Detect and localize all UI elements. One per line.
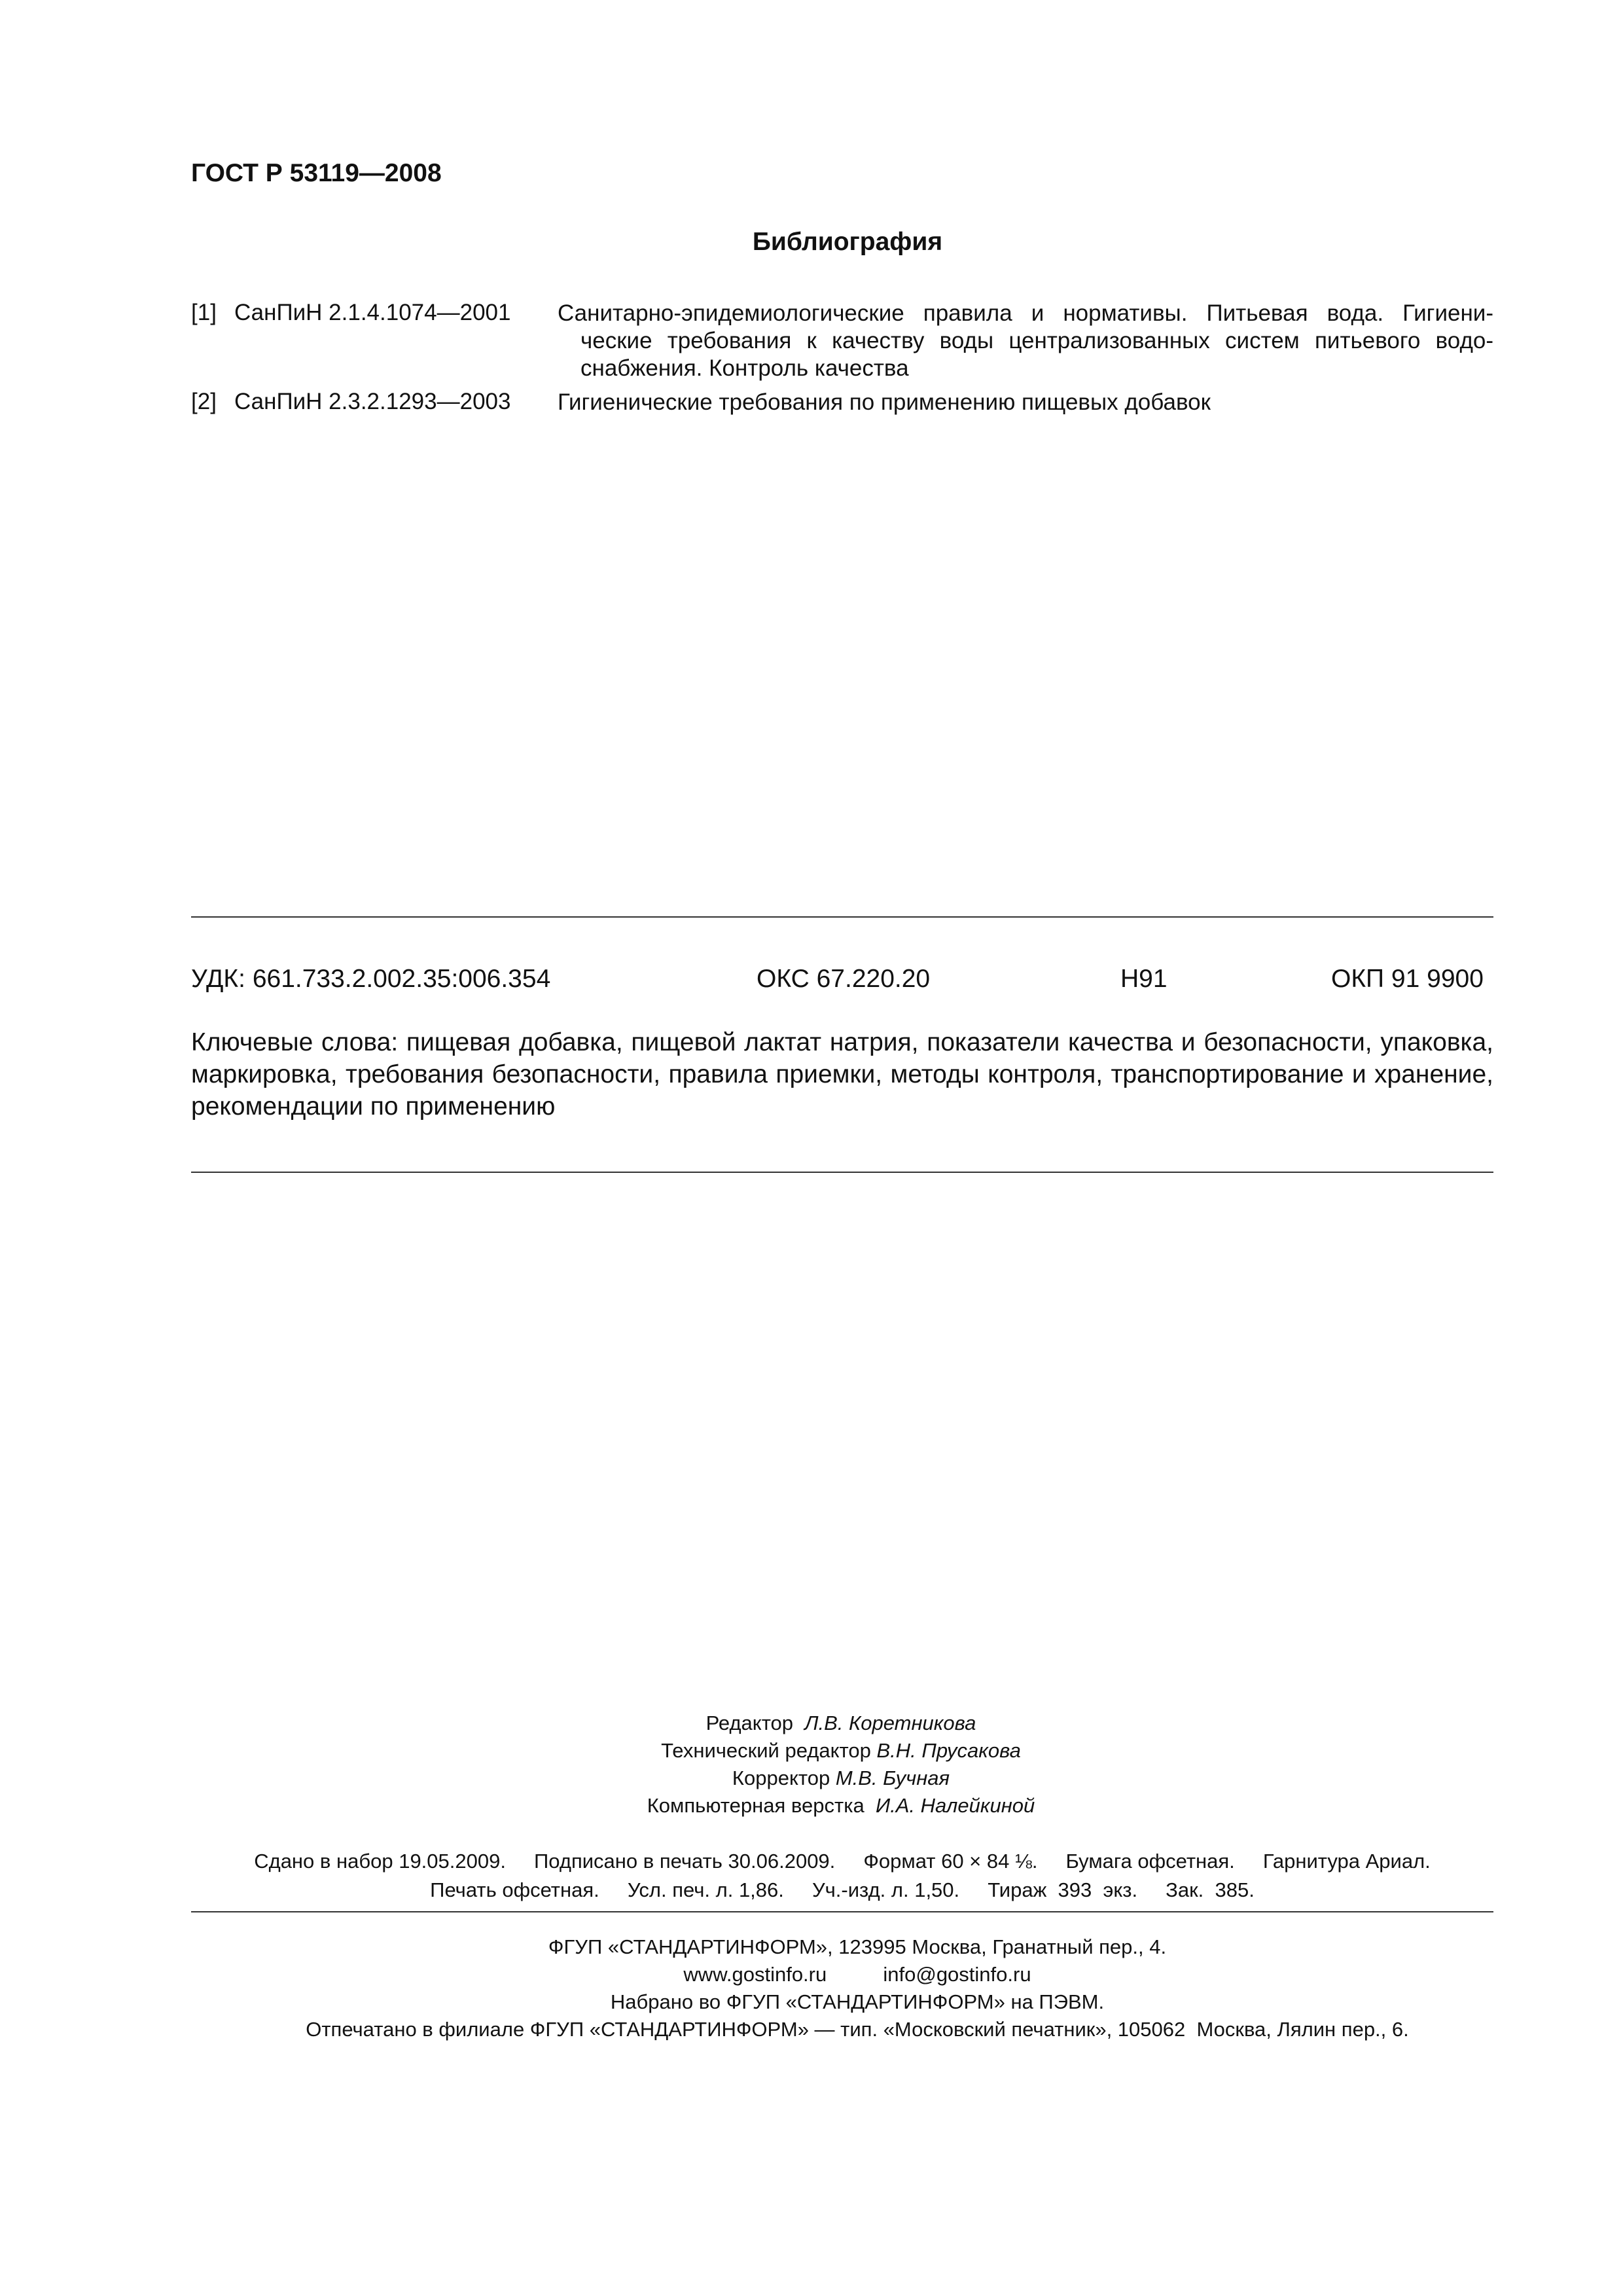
credit-tech-editor bbox=[0, 1737, 1623, 1765]
section-title: Библиография bbox=[752, 228, 943, 256]
credit-corrector bbox=[0, 1765, 1623, 1792]
separator-line bbox=[191, 916, 1493, 918]
separator-line bbox=[191, 1172, 1493, 1173]
group-code: Н91 bbox=[1120, 965, 1168, 993]
reference-code: СанПиН 2.1.4.1074—2001 bbox=[234, 300, 511, 325]
credit-role: Редактор bbox=[705, 1712, 794, 1734]
document-code: ГОСТ Р 53119—2008 bbox=[191, 159, 442, 187]
reference-description bbox=[558, 389, 1493, 416]
typeset-note: Набрано во ФГУП «СТАНДАРТИНФОРМ» на ПЭВМ. bbox=[610, 1990, 1105, 2013]
reference-number: [2] bbox=[191, 389, 217, 414]
udk-code: УДК: 661.733.2.002.35:006.354 bbox=[191, 965, 551, 993]
reference-line: снабжения. Контроль качества bbox=[580, 355, 909, 381]
reference-line: Санитарно-эпидемиологические правила и нормативы. Питьевая вода. Гигиени- bbox=[558, 300, 1493, 326]
printing-note: Отпечатано в филиале ФГУП «СТАНДАРТИНФОРМ» — тип. «Московский печатник», 105062 Москва, Лялин пер., 6. bbox=[306, 2018, 1409, 2041]
credit-name: И.А. Налейкиной bbox=[875, 1794, 1035, 1817]
credits bbox=[0, 1710, 1623, 1820]
publisher-address: ФГУП «СТАНДАРТИНФОРМ», 123995 Москва, Гранатный пер., 4. bbox=[548, 1935, 1167, 1958]
oks-code: ОКС 67.220.20 bbox=[757, 965, 931, 993]
print-info-line: Сдано в набор 19.05.2009. Подписано в печать 30.06.2009. Формат 60 × 84 ⅛. Бумага офсетная. Гарнитура Ариал. bbox=[254, 1850, 1431, 1873]
publisher-footer bbox=[0, 1933, 1623, 2043]
keywords: Ключевые слова: пищевая добавка, пищевой лактат натрия, показатели качества и безопасности, упаковка, маркировка, требования безопасности, правила приемки, методы контроля, транспортирование и хранение, рекомендации по применению bbox=[191, 1028, 1493, 1121]
reference-code: СанПиН 2.3.2.1293—2003 bbox=[234, 389, 511, 414]
credit-role: Компьютерная верстка bbox=[647, 1794, 865, 1817]
credit-layout bbox=[0, 1792, 1623, 1820]
reference-description bbox=[558, 300, 1493, 382]
print-info-line: Печать офсетная. Усл. печ. л. 1,86. Уч.-изд. л. 1,50. Тираж 393 экз. Зак. 385. bbox=[430, 1878, 1255, 1901]
okp-code: ОКП 91 9900 bbox=[1331, 965, 1484, 993]
reference-number: [1] bbox=[191, 300, 217, 325]
credit-name: М.В. Бучная bbox=[835, 1767, 950, 1789]
credit-editor bbox=[0, 1710, 1623, 1737]
reference-line: ческие требования к качеству воды централизованных систем питьевого водо- bbox=[580, 328, 1493, 353]
credit-name: Л.В. Коретникова bbox=[804, 1712, 976, 1734]
credit-role: Корректор bbox=[732, 1767, 830, 1789]
reference-line: Гигиенические требования по применению пищевых добавок bbox=[558, 389, 1211, 415]
publisher-contacts: www.gostinfo.ru info@gostinfo.ru bbox=[683, 1963, 1031, 1986]
separator-line bbox=[191, 1911, 1493, 1912]
credit-role: Технический редактор bbox=[661, 1739, 871, 1762]
credit-name: В.Н. Прусакова bbox=[876, 1739, 1021, 1762]
